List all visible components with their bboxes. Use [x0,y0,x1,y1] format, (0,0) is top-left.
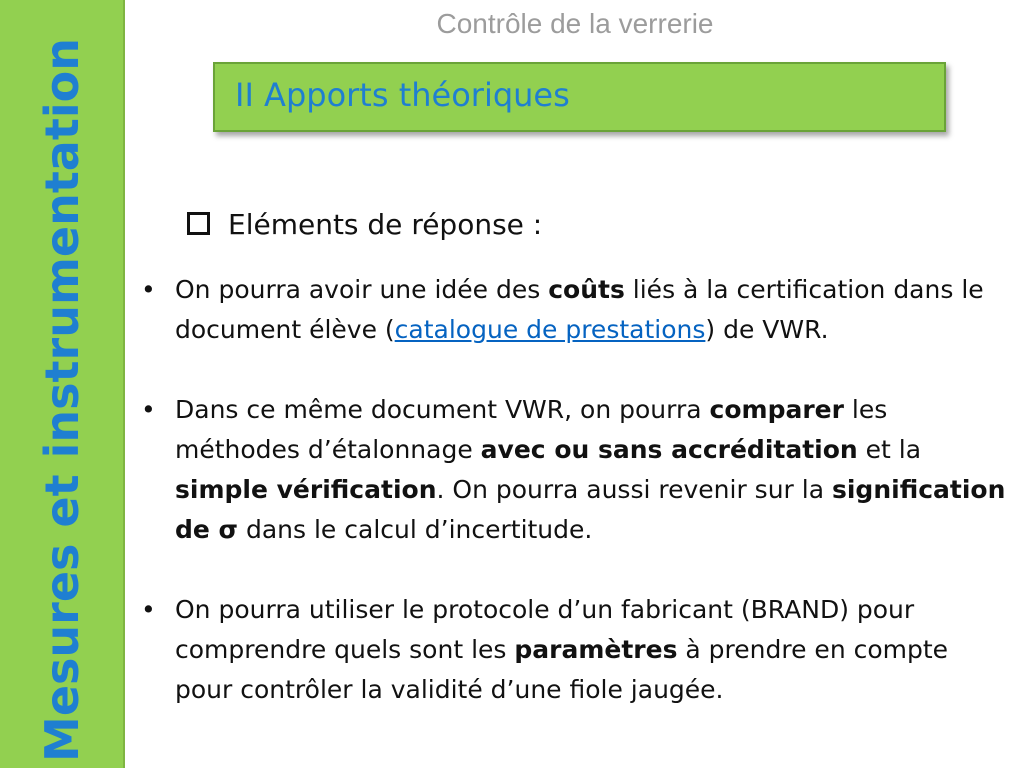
bullet-text: On pourra avoir une idée des [175,275,549,304]
bullet-marker: • [141,395,156,424]
section-title: II Apports théoriques [235,76,570,114]
bullet-text: . On pourra aussi revenir sur la [436,475,832,504]
slide-subtitle: Contrôle de la verrerie [436,8,714,39]
bullet-text: liés à la certification dans le document élève ( [175,275,984,344]
bold-text: paramètres [514,635,678,664]
bold-text: comparer [709,395,844,424]
bullet-list [141,270,1011,750]
section-title-box [213,62,946,132]
bullet-text: ) de VWR. [705,315,829,344]
bullet-text: les méthodes d’étalonnage [175,395,888,464]
bullet-marker: • [141,595,156,624]
checkbox-icon [187,212,210,235]
sidebar-panel [0,0,125,768]
catalogue-link[interactable]: catalogue de prestations [394,315,706,344]
sidebar-title: Mesures et instrumentation [35,38,89,762]
subheading [187,208,542,241]
bold-text: avec ou sans accréditation [480,435,858,464]
bullet-text: Dans ce même document VWR, on pourra [175,395,710,424]
bullet-text: dans le calcul d’incertitude. [238,515,593,544]
bullet-marker: • [141,275,156,304]
bullet-item-compare [141,390,1011,550]
bullet-text: On pourra utiliser le protocole d’un fabricant (BRAND) pour comprendre quels sont les [175,595,915,664]
bold-text: signification de σ [175,475,1006,544]
bullet-item-costs [141,270,1011,350]
bold-text: simple vérification [175,475,437,504]
bold-text: coûts [548,275,625,304]
bullet-item-protocol [141,590,1011,710]
bullet-text: à prendre en compte pour contrôler la validité d’une fiole jaugée. [175,635,949,704]
bullet-text: et la [857,435,922,464]
subheading-text: Eléments de réponse : [228,208,543,241]
